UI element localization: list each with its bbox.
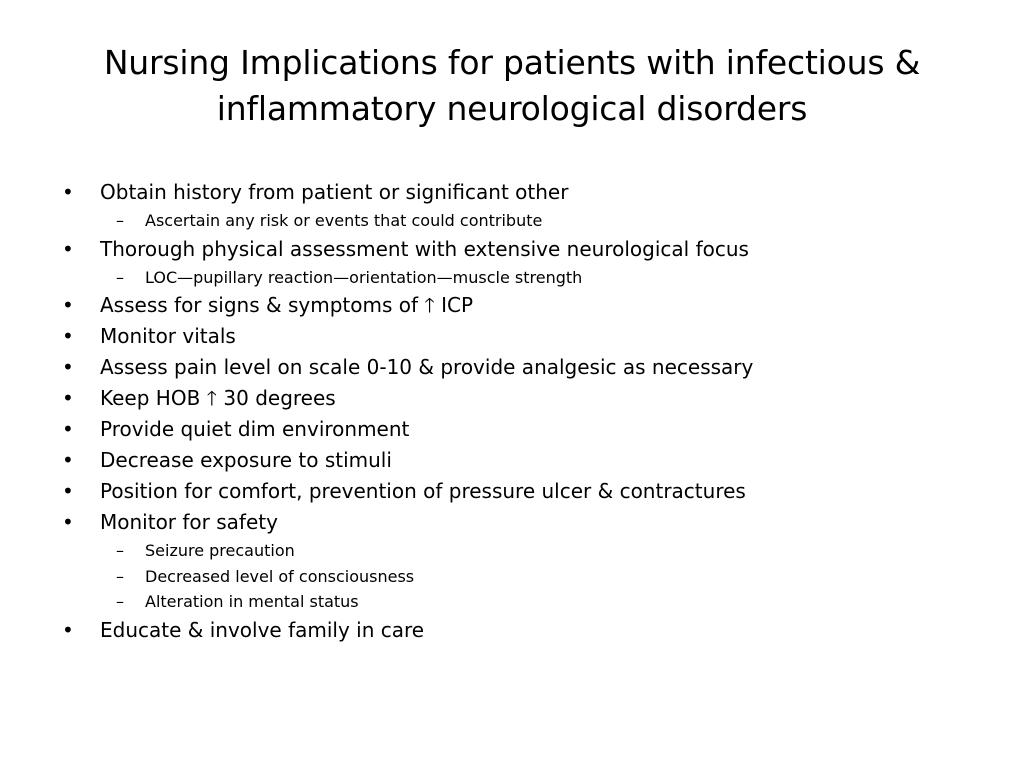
bullet-marker: •	[62, 324, 74, 348]
bullet-item	[60, 386, 980, 417]
bullet-item	[60, 237, 980, 268]
bullet-text: Assess pain level on scale 0-10 & provide analgesic as necessary	[100, 355, 754, 379]
bullet-marker: •	[62, 448, 74, 472]
dash-marker: –	[116, 267, 124, 287]
dash-marker: –	[116, 541, 124, 560]
bullet-marker: •	[62, 617, 74, 642]
bullet-item	[60, 324, 980, 355]
slide-title: Nursing Implications for patients with infectious & inflammatory neurological disorders	[103, 43, 921, 128]
sub-bullet-item	[60, 541, 980, 567]
bullet-marker: •	[62, 236, 74, 261]
dash-marker: –	[116, 211, 124, 230]
bullet-text: Thorough physical assessment with extensive neurological focus	[100, 236, 749, 261]
bullet-item	[60, 355, 980, 386]
bullet-marker: •	[62, 355, 74, 379]
sub-bullet-item	[60, 268, 980, 294]
bullet-item	[60, 448, 980, 479]
bullet-text: Position for comfort, prevention of pressure ulcer & contractures	[100, 479, 746, 503]
bullet-marker: •	[62, 180, 74, 204]
sub-bullet-text: Ascertain any risk or events that could contribute	[145, 211, 543, 230]
bullet-text: Obtain history from patient or significant other	[100, 180, 569, 204]
bullet-marker: •	[62, 293, 74, 317]
bullet-item	[60, 479, 980, 510]
bullet-text: Educate & involve family in care	[100, 617, 425, 642]
dash-marker: –	[116, 592, 124, 611]
sub-bullet-text: Seizure precaution	[145, 541, 295, 560]
bullet-text: Decrease exposure to stimuli	[100, 448, 392, 472]
bullet-text: Keep HOB 🡑 30 degrees	[100, 386, 336, 410]
bullet-marker: •	[62, 510, 74, 534]
sub-bullet-text: LOC—pupillary reaction—orientation—muscle strength	[145, 267, 583, 287]
bullet-item	[60, 180, 980, 211]
sub-bullet-item	[60, 567, 980, 593]
bullet-text: Assess for signs & symptoms of 🡑 ICP	[100, 293, 474, 317]
bullet-text: Monitor for safety	[100, 510, 278, 534]
sub-bullet-text: Decreased level of consciousness	[145, 566, 415, 586]
bullet-item	[60, 618, 980, 649]
bullet-marker: •	[62, 479, 74, 503]
bullet-item	[60, 417, 980, 448]
bullet-marker: •	[62, 417, 74, 441]
dash-marker: –	[116, 566, 124, 586]
bullet-item	[60, 510, 980, 541]
bullet-list	[60, 180, 980, 649]
bullet-text: Provide quiet dim environment	[100, 417, 410, 441]
sub-bullet-text: Alteration in mental status	[145, 592, 359, 611]
sub-bullet-item	[60, 211, 980, 237]
bullet-text: Monitor vitals	[100, 324, 236, 348]
sub-bullet-item	[60, 592, 980, 618]
bullet-marker: •	[62, 386, 74, 410]
bullet-item	[60, 293, 980, 324]
